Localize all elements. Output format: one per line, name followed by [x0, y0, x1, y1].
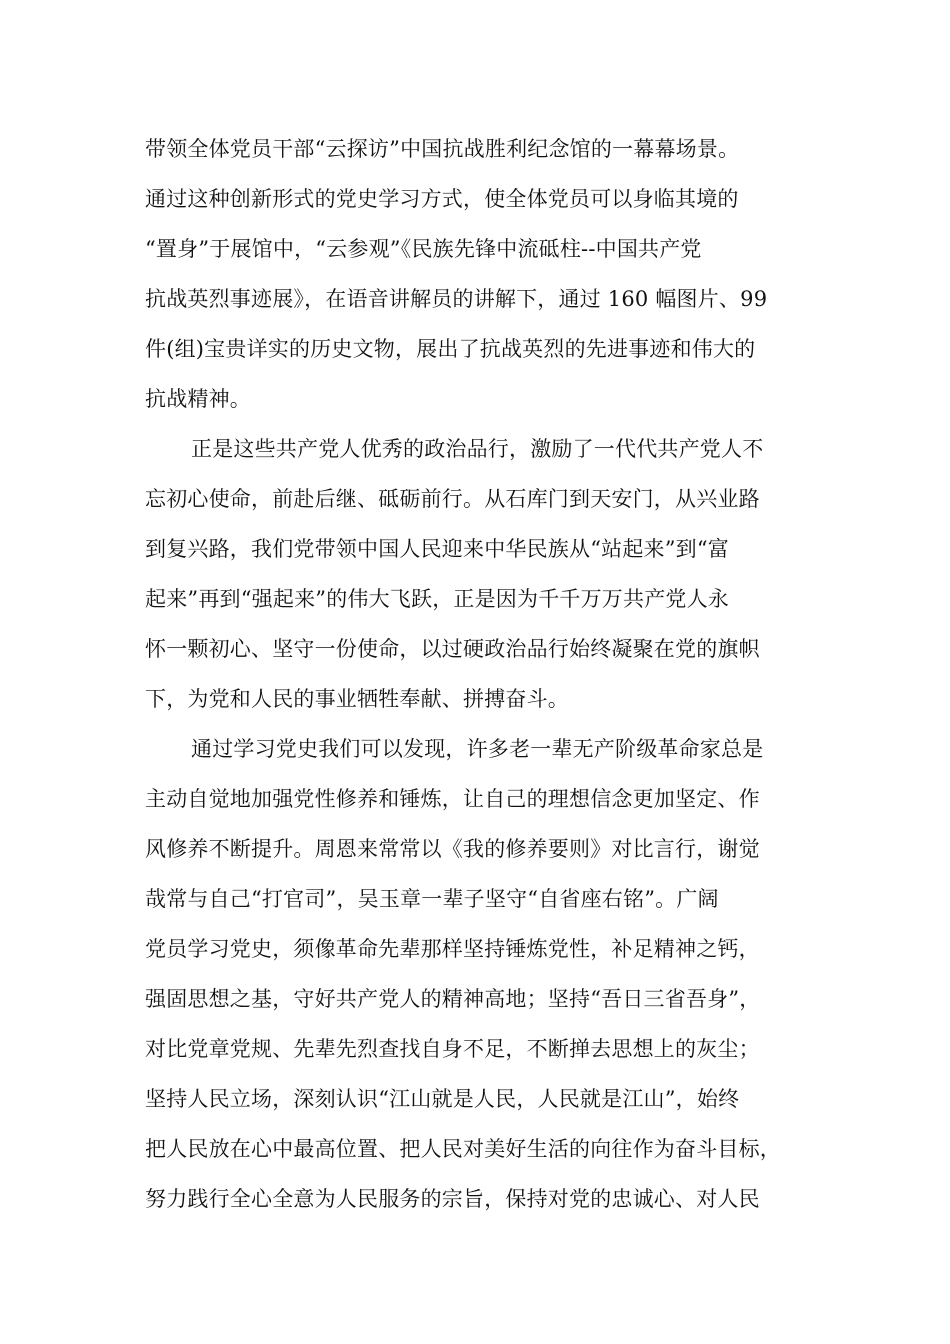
- text-line: 到复兴路，我们党带领中国人民迎来中华民族从“站起来”到“富: [145, 537, 730, 561]
- paragraph-3: [145, 724, 825, 1224]
- text-line: 怀一颗初心、坚守一份使命，以过硬政治品行始终凝聚在党的旗帜: [145, 637, 760, 661]
- paragraph-1: [145, 124, 825, 424]
- text-line: 坚持人民立场，深刻认识“江山就是人民，人民就是江山”，始终: [145, 1087, 740, 1111]
- text-line: 把人民放在心中最高位置、把人民对美好生活的向往作为奋斗目标，: [145, 1137, 781, 1161]
- text-line: 下，为党和人民的事业牺牲奉献、拼搏奋斗。: [145, 687, 569, 711]
- paragraph-2: [145, 424, 825, 724]
- text-line: 通过学习党史我们可以发现，许多老一辈无产阶级革命家总是: [191, 737, 764, 761]
- document-page: [145, 124, 825, 1224]
- text-line: 风修养不断提升。周恩来常常以《我的修养要则》对比言行，谢觉: [145, 837, 760, 861]
- text-line: 强固思想之基，守好共产党人的精神高地；坚持“吾日三省吾身”，: [145, 987, 761, 1011]
- text-line: 带领全体党员干部“云探访”中国抗战胜利纪念馆的一幕幕场景。: [145, 137, 740, 161]
- text-line: “置身”于展馆中，“云参观”《民族先锋中流砥柱--中国共产党: [145, 237, 702, 261]
- text-line: 抗战精神。: [145, 387, 251, 411]
- text-line: 忘初心使命，前赴后继、砥砺前行。从石库门到天安门，从兴业路: [145, 487, 760, 511]
- text-line: 党员学习党史，须像革命先辈那样坚持锤炼党性，补足精神之钙，: [145, 937, 760, 961]
- text-line: 件(组)宝贵详实的历史文物，展出了抗战英烈的先进事迹和伟大的: [145, 337, 756, 361]
- text-line: 起来”再到“强起来”的伟大飞跃，正是因为千千万万共产党人永: [145, 587, 730, 611]
- text-line: 对比党章党规、先辈先烈查找自身不足，不断掸去思想上的灰尘；: [145, 1037, 760, 1061]
- text-line: 哉常与自己“打官司”，吴玉章一辈子坚守“自省座右铭”。广阔: [145, 887, 719, 911]
- text-line: 主动自觉地加强党性修养和锤炼，让自己的理想信念更加坚定、作: [145, 787, 760, 811]
- text-line: 抗战英烈事迹展》，在语音讲解员的讲解下，通过 160 幅图片、99: [145, 287, 768, 311]
- text-line: 正是这些共产党人优秀的政治品行，激励了一代代共产党人不: [191, 437, 764, 461]
- text-line: 努力践行全心全意为人民服务的宗旨，保持对党的忠诚心、对人民: [145, 1187, 760, 1211]
- text-line: 通过这种创新形式的党史学习方式，使全体党员可以身临其境的: [145, 187, 739, 211]
